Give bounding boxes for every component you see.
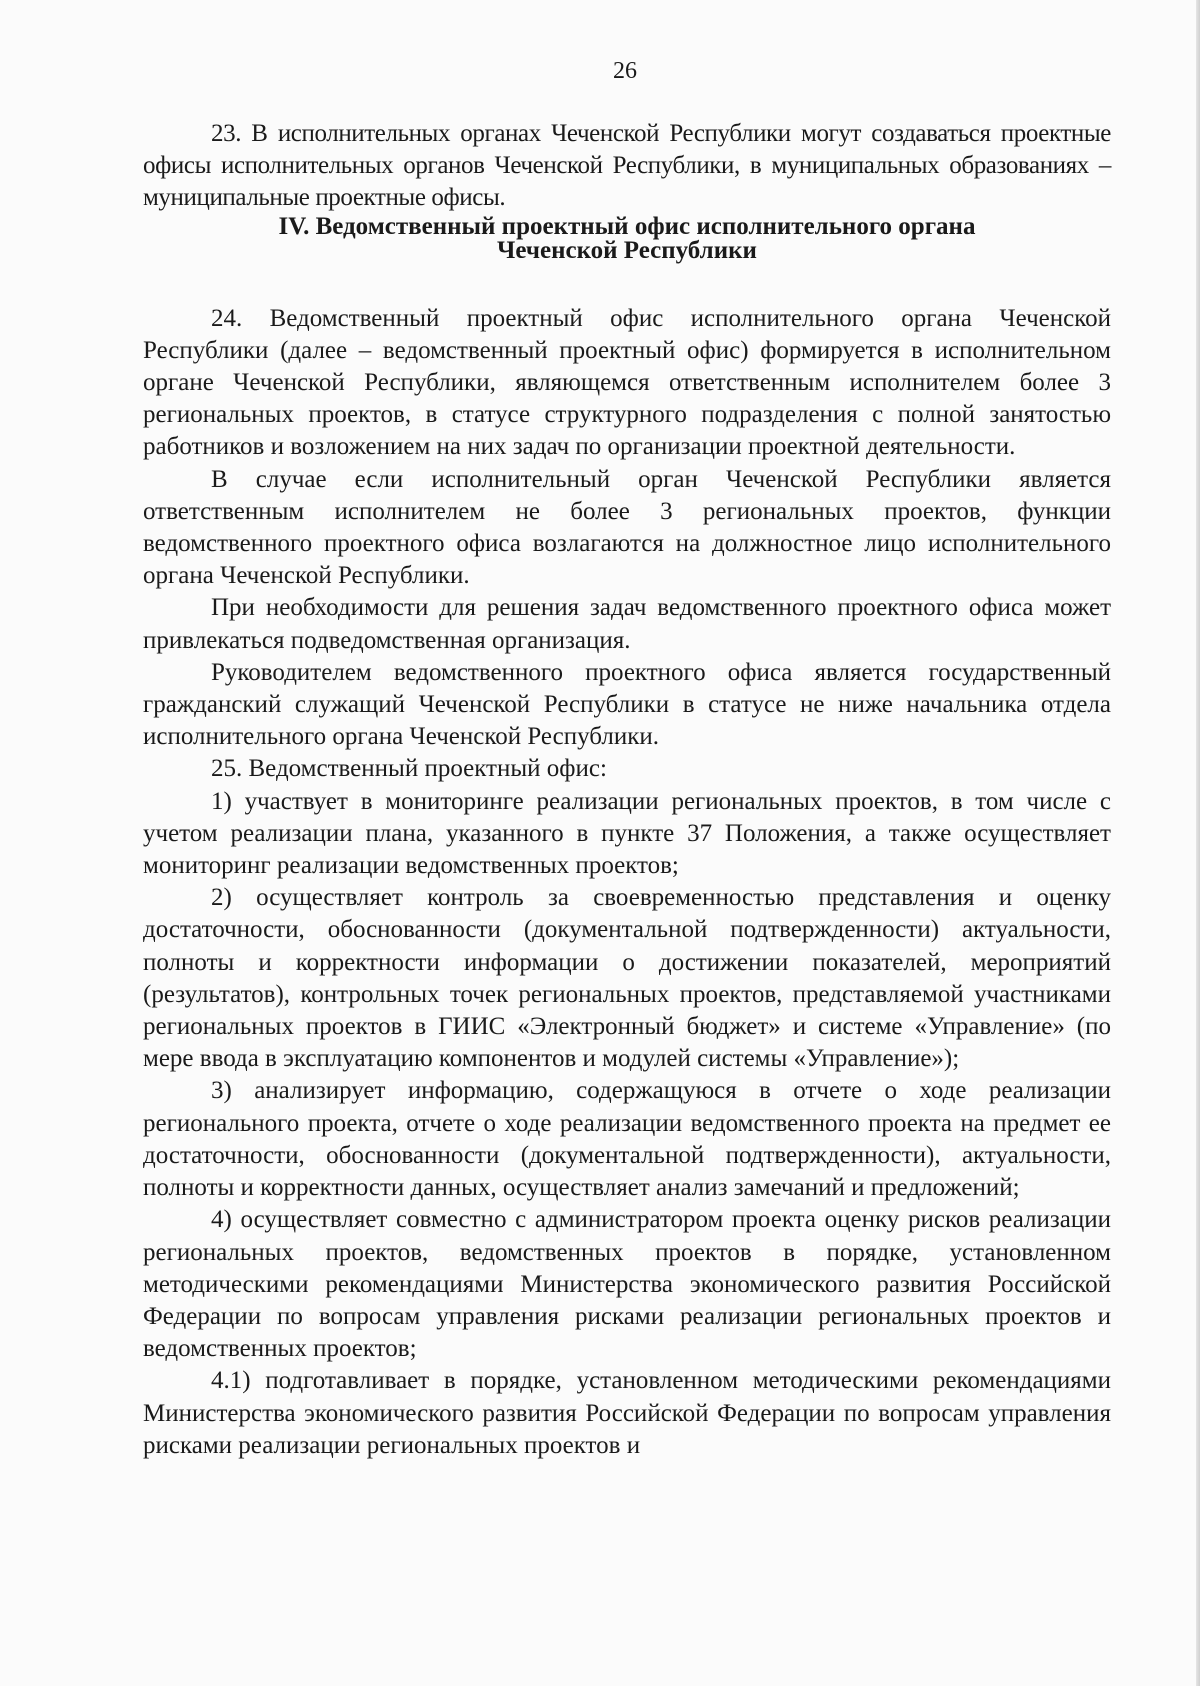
list-item-4-1: 4.1) подготавливает в порядке, установленном методическими рекомендациями Министерства экономического развития Российской Федерации по вопросам управления рисками реализации региональных проектов и (143, 1367, 1111, 1459)
paragraph-24-subordinate: При необходимости для решения задач ведомственного проектного офиса может привлекаться подведомственная организация. (143, 594, 1111, 654)
paragraph-24-case: В случае если исполнительный орган Чеченской Республики является ответственным исполнителем не более 3 региональных проектов, функции ведомственного проектного офиса возлагаются на должностное лицо исполнительного органа Чеченской Республики. (143, 465, 1111, 590)
document-body (143, 118, 1111, 1462)
paragraph-23: 23. В исполнительных органах Чеченской Республики могут создаваться проектные офисы исполнительных органов Чеченской Республики, в муниципальных образованиях – муниципальные проектные офисы. (143, 120, 1111, 212)
page-edge-shadow (1196, 0, 1200, 1686)
list-item-1: 1) участвует в мониторинге реализации региональных проектов, в том числе с учетом реализации плана, указанного в пункте 37 Положения, а также осуществляет мониторинг реализации ведомственных проектов; (143, 787, 1111, 880)
paragraph-24: 24. Ведомственный проектный офис исполнительного органа Чеченской Республики (далее – ведомственный проектный офис) формируется в исполнительном органе Чеченской Республики, являющемся ответственным исполнителем более 3 региональных проектов, в статусе структурного подразделения с полной занятостью работников и возложением на них задач по организации проектной деятельности. (143, 304, 1111, 461)
list-item-3: 3) анализирует информацию, содержащуюся в отчете о ходе реализации регионального проекта, отчете о ходе реализации ведомственного проекта на предмет ее достаточности, обоснованности (документальной подтвержденности), актуальности, полноты и корректности данных, осуществляет анализ замечаний и предложений; (143, 1077, 1111, 1202)
section-heading-line-2: Чеченской Республики (497, 236, 757, 264)
paragraph-25: 25. Ведомственный проектный офис: (211, 755, 607, 783)
section-heading-line-1: IV. Ведомственный проектный офис исполнительного органа (278, 212, 976, 240)
section-heading (143, 212, 1111, 264)
paragraph-24-head: Руководителем ведомственного проектного офиса является государственный гражданский служащий Чеченской Республики в статусе не ниже начальника отдела исполнительного органа Чеченской Республики. (143, 658, 1111, 751)
list-item-2: 2) осуществляет контроль за своевременностью представления и оценку достаточности, обоснованности (документальной подтвержденности) актуальности, полноты и корректности информации о достижении показателей, мероприятий (результатов), контрольных точек региональных проектов, представляемой участниками региональных проектов в ГИИС «Электронный бюджет» и системе «Управление» (по мере ввода в эксплуатацию компонентов и модулей системы «Управление»); (143, 884, 1111, 1073)
list-item-4: 4) осуществляет совместно с администратором проекта оценку рисков реализации региональных проектов, ведомственных проектов в порядке, установленном методическими рекомендациями Министерства экономического развития Российской Федерации по вопросам управления рисками реализации региональных проектов и ведомственных проектов; (143, 1206, 1111, 1363)
page-number: 26 (613, 58, 637, 84)
